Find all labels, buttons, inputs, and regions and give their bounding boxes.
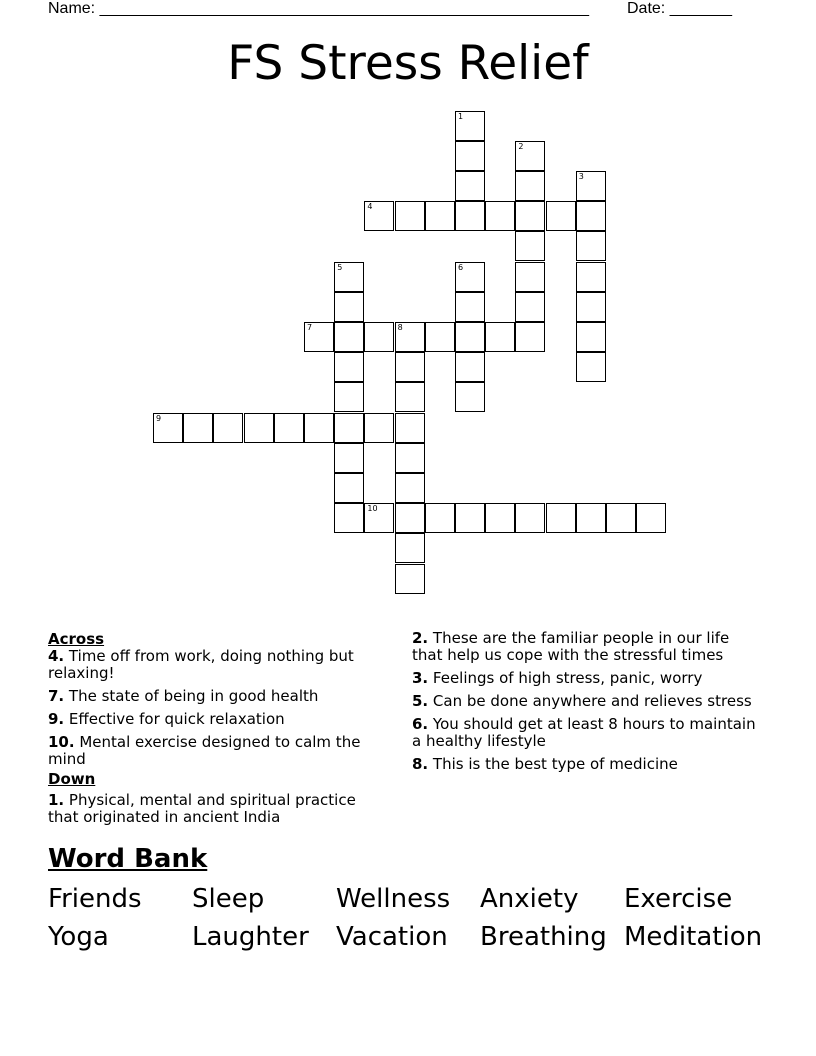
clue-number: 8 [397,323,403,332]
clue-across-7: 7. The state of being in good health [48,687,319,705]
down-heading: Down [48,770,96,788]
word-bank-item: Vacation [336,922,448,952]
crossword-cell[interactable] [576,322,606,352]
crossword-cell[interactable] [546,503,576,533]
crossword-cell[interactable] [576,262,606,292]
crossword-cell[interactable] [395,564,425,594]
crossword-cell[interactable] [515,292,545,322]
crossword-cell[interactable] [425,201,455,231]
crossword-cell[interactable] [576,503,606,533]
crossword-cell[interactable] [425,503,455,533]
page-title: FS Stress Relief [227,36,589,91]
clue-number: 5 [337,262,343,272]
crossword-cell[interactable] [334,503,364,533]
crossword-cell[interactable] [274,413,304,443]
name-field[interactable]: Name: _______________________________________________________ [48,0,589,17]
crossword-cell[interactable] [636,503,666,533]
crossword-cell[interactable] [395,413,425,443]
crossword-cell[interactable] [576,201,606,231]
crossword-cell[interactable] [576,292,606,322]
crossword-cell[interactable] [546,201,576,231]
crossword-cell[interactable] [576,171,606,201]
crossword-cell[interactable] [515,322,545,352]
crossword-cell[interactable] [334,413,364,443]
crossword-cell[interactable] [364,503,394,533]
crossword-cell[interactable] [576,352,606,382]
crossword-cell[interactable] [364,413,394,443]
crossword-cell[interactable] [304,322,334,352]
crossword-cell[interactable] [395,322,425,352]
clue-down-3: 3. Feelings of high stress, panic, worry [412,669,703,687]
clue-across-10: 10. Mental exercise designed to calm the mind [48,733,361,768]
word-bank-item: Wellness [336,884,451,914]
crossword-cell[interactable] [395,352,425,382]
crossword-cell[interactable] [485,322,515,352]
word-bank-item: Exercise [624,884,733,914]
crossword-cell[interactable] [183,413,213,443]
across-heading: Across [48,630,105,648]
crossword-cell[interactable] [304,413,334,443]
crossword-cell[interactable] [364,201,394,231]
clue-number: 6 [458,262,464,272]
crossword-cell[interactable] [213,413,243,443]
crossword-cell[interactable] [455,201,485,231]
crossword-cell[interactable] [485,503,515,533]
crossword-cell[interactable] [425,322,455,352]
crossword-cell[interactable] [455,171,485,201]
clue-down-1: 1. Physical, mental and spiritual practice that originated in ancient India [48,791,356,826]
crossword-cell[interactable] [515,262,545,292]
word-bank-title: Word Bank [48,844,208,874]
crossword-cell[interactable] [334,443,364,473]
clue-across-9: 9. Effective for quick relaxation [48,710,285,728]
word-bank-item: Meditation [624,922,763,952]
clue-across-4: 4. Time off from work, doing nothing but relaxing! [48,647,354,682]
crossword-cell[interactable] [515,141,545,171]
crossword-cell[interactable] [334,262,364,292]
clue-down-6: 6. You should get at least 8 hours to maintain a healthy lifestyle [412,715,756,750]
word-bank [48,880,788,956]
crossword-cell[interactable] [334,382,364,412]
crossword-cell[interactable] [334,473,364,503]
crossword-cell[interactable] [576,231,606,261]
crossword-cell[interactable] [455,111,485,141]
crossword-cell[interactable] [455,262,485,292]
clues-left-column [48,630,388,832]
crossword-cell[interactable] [334,352,364,382]
crossword-cell[interactable] [395,473,425,503]
crossword-cell[interactable] [395,201,425,231]
word-bank-item: Friends [48,884,142,914]
crossword-cell[interactable] [455,352,485,382]
crossword-cell[interactable] [455,322,485,352]
clue-number: 4 [367,202,373,212]
crossword-cell[interactable] [153,413,183,443]
crossword-cell[interactable] [515,503,545,533]
clue-down-8: 8. This is the best type of medicine [412,755,678,773]
clue-number: 1 [458,111,464,121]
clue-down-5: 5. Can be done anywhere and relieves stress [412,692,752,710]
crossword-cell[interactable] [455,382,485,412]
crossword-cell[interactable] [515,201,545,231]
clue-number: 9 [156,413,162,423]
crossword-cell[interactable] [395,443,425,473]
clues-right-column [412,630,762,779]
crossword-cell[interactable] [334,292,364,322]
word-bank-item: Yoga [48,922,109,952]
crossword-cell[interactable] [515,231,545,261]
crossword-cell[interactable] [334,322,364,352]
crossword-cell[interactable] [244,413,274,443]
word-bank-item: Anxiety [480,884,579,914]
clue-number: 3 [578,172,584,181]
date-field[interactable]: Date: _______ [627,0,732,17]
crossword-cell[interactable] [606,503,636,533]
crossword-cell[interactable] [455,503,485,533]
word-bank-item: Laughter [192,922,309,952]
crossword-cell[interactable] [455,292,485,322]
crossword-cell[interactable] [395,503,425,533]
clue-down-2: 2. These are the familiar people in our life that help us cope with the stressful times [412,629,730,664]
crossword-cell[interactable] [364,322,394,352]
crossword-cell[interactable] [515,171,545,201]
word-bank-item: Breathing [480,922,607,952]
crossword-cell[interactable] [395,382,425,412]
word-bank-item: Sleep [192,884,265,914]
crossword-cell[interactable] [395,533,425,563]
clue-number: 10 [367,504,378,514]
crossword-cell[interactable] [455,141,485,171]
clue-number: 7 [307,323,313,332]
crossword-cell[interactable] [485,201,515,231]
clue-number: 2 [518,141,524,151]
